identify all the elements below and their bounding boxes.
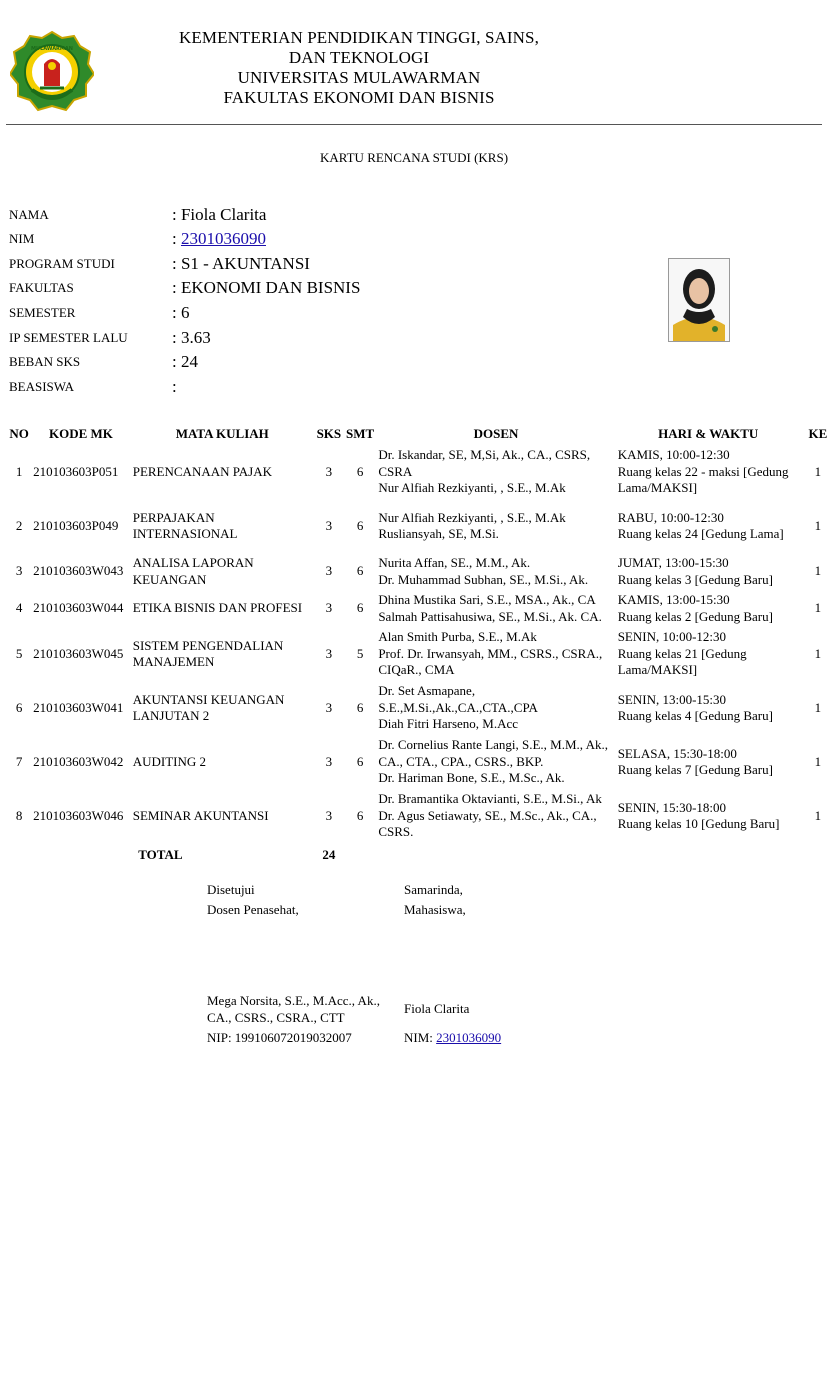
cell-kode-mk: 210103603W045 — [33, 645, 124, 661]
cell-ke: 1 — [814, 517, 822, 533]
student-nim-link[interactable]: 2301036090 — [436, 1030, 502, 1045]
cell-sks: 3 — [325, 600, 333, 616]
cell-no: 7 — [15, 753, 23, 769]
cell-kode-mk: 210103603W044 — [33, 600, 124, 616]
column-header-dosen: DOSEN — [473, 426, 519, 441]
column-header-kode-mk: KODE MK — [48, 426, 113, 441]
info-row-fakultas — [9, 276, 649, 301]
cell-ke: 1 — [814, 753, 822, 769]
info-value-nim — [172, 229, 266, 249]
info-value: : S1 - AKUNTANSI — [172, 253, 310, 273]
cell-smt: 6 — [356, 699, 364, 715]
info-value: : 24 — [172, 352, 198, 372]
cell-hari-waktu: SENIN, 13:00-15:30 Ruang kelas 4 [Gedung Baru] — [617, 691, 773, 723]
cell-dosen: Dr. Bramantika Oktavianti, S.E., M.Si., Ak Dr. Agus Setiawaty, SE., M.Sc., Ak., CA., CSRS. — [378, 791, 602, 840]
cell-ke: 1 — [814, 463, 822, 479]
cell-hari-waktu: SENIN, 15:30-18:00 Ruang kelas 10 [Gedung Baru] — [617, 799, 780, 831]
advisor-role-text: Dosen Penasehat, — [207, 902, 299, 917]
cell-no: 2 — [15, 517, 23, 533]
info-value: : Fiola Clarita — [172, 204, 267, 224]
info-value: : 6 — [172, 302, 190, 322]
advisor-approval — [207, 880, 397, 920]
cell-hari-waktu: KAMIS, 10:00-12:30 Ruang kelas 22 - maksi [Gedung Lama/MAKSI] — [617, 447, 789, 496]
column-header-mata-kuliah: MATA KULIAH — [175, 426, 269, 441]
cell-mata-kuliah: PERENCANAAN PAJAK — [132, 463, 273, 479]
cell-sks: 3 — [325, 463, 333, 479]
info-row-ip-semester — [9, 325, 649, 350]
info-label: SEMESTER — [9, 304, 76, 320]
cell-mata-kuliah: SISTEM PENGENDALIAN MANAJEMEN — [132, 637, 284, 669]
info-row-beasiswa — [9, 374, 649, 399]
institution-line: UNIVERSITAS MULAWARMAN — [237, 68, 481, 87]
cell-dosen: Dhina Mustika Sari, S.E., MSA., Ak., CA Salmah Pattisahusiwa, SE., M.Si., Ak. CA. — [378, 592, 602, 624]
logo-text: MULAWARMAN — [31, 46, 73, 52]
cell-hari-waktu: JUMAT, 13:00-15:30 Ruang kelas 3 [Gedung Baru] — [617, 555, 773, 587]
advisor-approved-text: Disetujui — [207, 882, 255, 897]
info-row-beban-sks — [9, 350, 649, 375]
cell-mata-kuliah: PERPAJAKAN INTERNASIONAL — [132, 509, 238, 541]
cell-hari-waktu: SENIN, 10:00-12:30 Ruang kelas 21 [Gedung Lama/MAKSI] — [617, 629, 747, 678]
cell-ke: 1 — [814, 600, 822, 616]
cell-ke: 1 — [814, 807, 822, 823]
table-row — [7, 553, 828, 590]
cell-sks: 3 — [325, 517, 333, 533]
info-label: PROGRAM STUDI — [9, 255, 115, 271]
cell-ke: 1 — [814, 645, 822, 661]
cell-hari-waktu: RABU, 10:00-12:30 Ruang kelas 24 [Gedung Lama] — [617, 509, 784, 541]
document-title: KARTU RENCANA STUDI (KRS) — [319, 150, 509, 165]
student-info — [9, 202, 649, 399]
student-photo-icon — [668, 258, 730, 342]
column-header-sks: SKS — [316, 426, 342, 441]
info-row-program-studi — [9, 251, 649, 276]
column-header-no: NO — [9, 426, 29, 441]
info-label: IP SEMESTER LALU — [9, 329, 128, 345]
nim-colon: : — [172, 229, 181, 249]
cell-sks: 3 — [325, 563, 333, 579]
student-sign-name: Fiola Clarita — [404, 1001, 470, 1016]
cell-smt: 6 — [356, 563, 364, 579]
info-value: : EKONOMI DAN BISNIS — [172, 278, 361, 298]
info-value: : — [172, 376, 177, 396]
institution-line: KEMENTERIAN PENDIDIKAN TINGGI, SAINS, — [179, 28, 539, 47]
cell-kode-mk: 210103603W046 — [33, 807, 124, 823]
info-row-semester — [9, 300, 649, 325]
column-header-hari-waktu: HARI & WAKTU — [658, 426, 759, 441]
cell-sks: 3 — [325, 699, 333, 715]
cell-smt: 6 — [356, 517, 364, 533]
cell-no: 5 — [15, 645, 23, 661]
cell-kode-mk: 210103603W043 — [33, 563, 124, 579]
info-row-nama — [9, 202, 649, 227]
cell-dosen: Alan Smith Purba, S.E., M.Ak Prof. Dr. Irwansyah, MM., CSRS., CSRA., CIQaR., CMA — [378, 629, 603, 678]
column-header-ke: KE — [808, 426, 828, 441]
cell-smt: 5 — [356, 645, 364, 661]
institution-name — [150, 28, 568, 108]
cell-hari-waktu: KAMIS, 13:00-15:30 Ruang kelas 2 [Gedung Baru] — [617, 592, 773, 624]
university-seal-icon — [10, 30, 94, 112]
cell-no: 6 — [15, 699, 23, 715]
sign-place-text: Samarinda, — [404, 882, 463, 897]
cell-kode-mk: 210103603W042 — [33, 753, 124, 769]
cell-kode-mk: 210103603W041 — [33, 699, 124, 715]
institution-line: DAN TEKNOLOGI — [288, 48, 430, 67]
institution-line: FAKULTAS EKONOMI DAN BISNIS — [223, 88, 495, 107]
table-row — [7, 499, 828, 553]
info-label: BEASISWA — [9, 378, 75, 394]
cell-no: 4 — [15, 600, 23, 616]
document-header — [0, 0, 828, 124]
cell-smt: 6 — [356, 463, 364, 479]
cell-mata-kuliah: ETIKA BISNIS DAN PROFESI — [132, 600, 303, 616]
table-row — [7, 590, 828, 627]
info-label: BEBAN SKS — [9, 354, 81, 370]
cell-mata-kuliah: AUDITING 2 — [132, 753, 207, 769]
nim-link[interactable]: 2301036090 — [180, 229, 266, 249]
cell-no: 3 — [15, 563, 23, 579]
cell-smt: 6 — [356, 807, 364, 823]
total-row — [7, 843, 828, 867]
cell-mata-kuliah: SEMINAR AKUNTANSI — [132, 807, 269, 823]
table-header-row — [7, 423, 828, 445]
total-sks: 24 — [322, 846, 336, 862]
cell-smt: 6 — [356, 753, 364, 769]
info-row-nim — [9, 227, 649, 252]
table-row — [7, 681, 828, 735]
advisor-name: Mega Norsita, S.E., M.Acc., Ak., CA., CSRS., CSRA., CTT — [207, 993, 380, 1025]
total-spacer — [344, 843, 828, 867]
header-divider — [6, 124, 822, 125]
table-row — [7, 735, 828, 789]
student-sign-heading — [404, 880, 604, 920]
total-label: TOTAL — [138, 846, 183, 862]
table-row — [7, 445, 828, 499]
info-value: : 3.63 — [172, 327, 211, 347]
cell-dosen: Dr. Set Asmapane, S.E.,M.Si.,Ak.,CA.,CTA.,CPA Diah Fitri Harseno, M.Acc — [378, 683, 538, 732]
column-header-smt: SMT — [346, 426, 375, 441]
cell-sks: 3 — [325, 807, 333, 823]
cell-ke: 1 — [814, 563, 822, 579]
table-row — [7, 789, 828, 843]
cell-ke: 1 — [814, 699, 822, 715]
cell-sks: 3 — [325, 645, 333, 661]
info-label: FAKULTAS — [9, 280, 74, 296]
cell-dosen: Nur Alfiah Rezkiyanti, , S.E., M.Ak Rusliansyah, SE, M.Si. — [378, 509, 566, 541]
table-row — [7, 627, 828, 681]
cell-no: 8 — [15, 807, 23, 823]
cell-mata-kuliah: AKUNTANSI KEUANGAN LANJUTAN 2 — [132, 691, 285, 723]
cell-hari-waktu: SELASA, 15:30-18:00 Ruang kelas 7 [Gedung Baru] — [617, 745, 773, 777]
cell-dosen: Nurita Affan, SE., M.M., Ak. Dr. Muhammad Subhan, SE., M.Si., Ak. — [378, 555, 589, 587]
cell-kode-mk: 210103603P049 — [33, 517, 119, 533]
info-label: NAMA — [9, 206, 49, 222]
cell-sks: 3 — [325, 753, 333, 769]
cell-mata-kuliah: ANALISA LAPORAN KEUANGAN — [132, 555, 254, 587]
cell-dosen: Dr. Cornelius Rante Langi, S.E., M.M., Ak., CA., CTA., CPA., CSRS., BKP. Dr. Hariman Bone, S.E., M.Sc., Ak. — [378, 737, 608, 786]
cell-smt: 6 — [356, 600, 364, 616]
cell-dosen: Dr. Iskandar, SE, M,Si, Ak., CA., CSRS, CSRA Nur Alfiah Rezkiyanti, , S.E., M.Ak — [378, 447, 591, 496]
cell-kode-mk: 210103603P051 — [33, 463, 119, 479]
info-label: NIM — [9, 231, 35, 247]
advisor-nip: NIP: 199106072019032007 — [207, 1030, 352, 1045]
student-role-text: Mahasiswa, — [404, 902, 466, 917]
cell-no: 1 — [15, 463, 23, 479]
course-table — [7, 423, 828, 867]
student-sign-nim — [404, 1028, 604, 1048]
nim-prefix: NIM: — [404, 1030, 437, 1045]
